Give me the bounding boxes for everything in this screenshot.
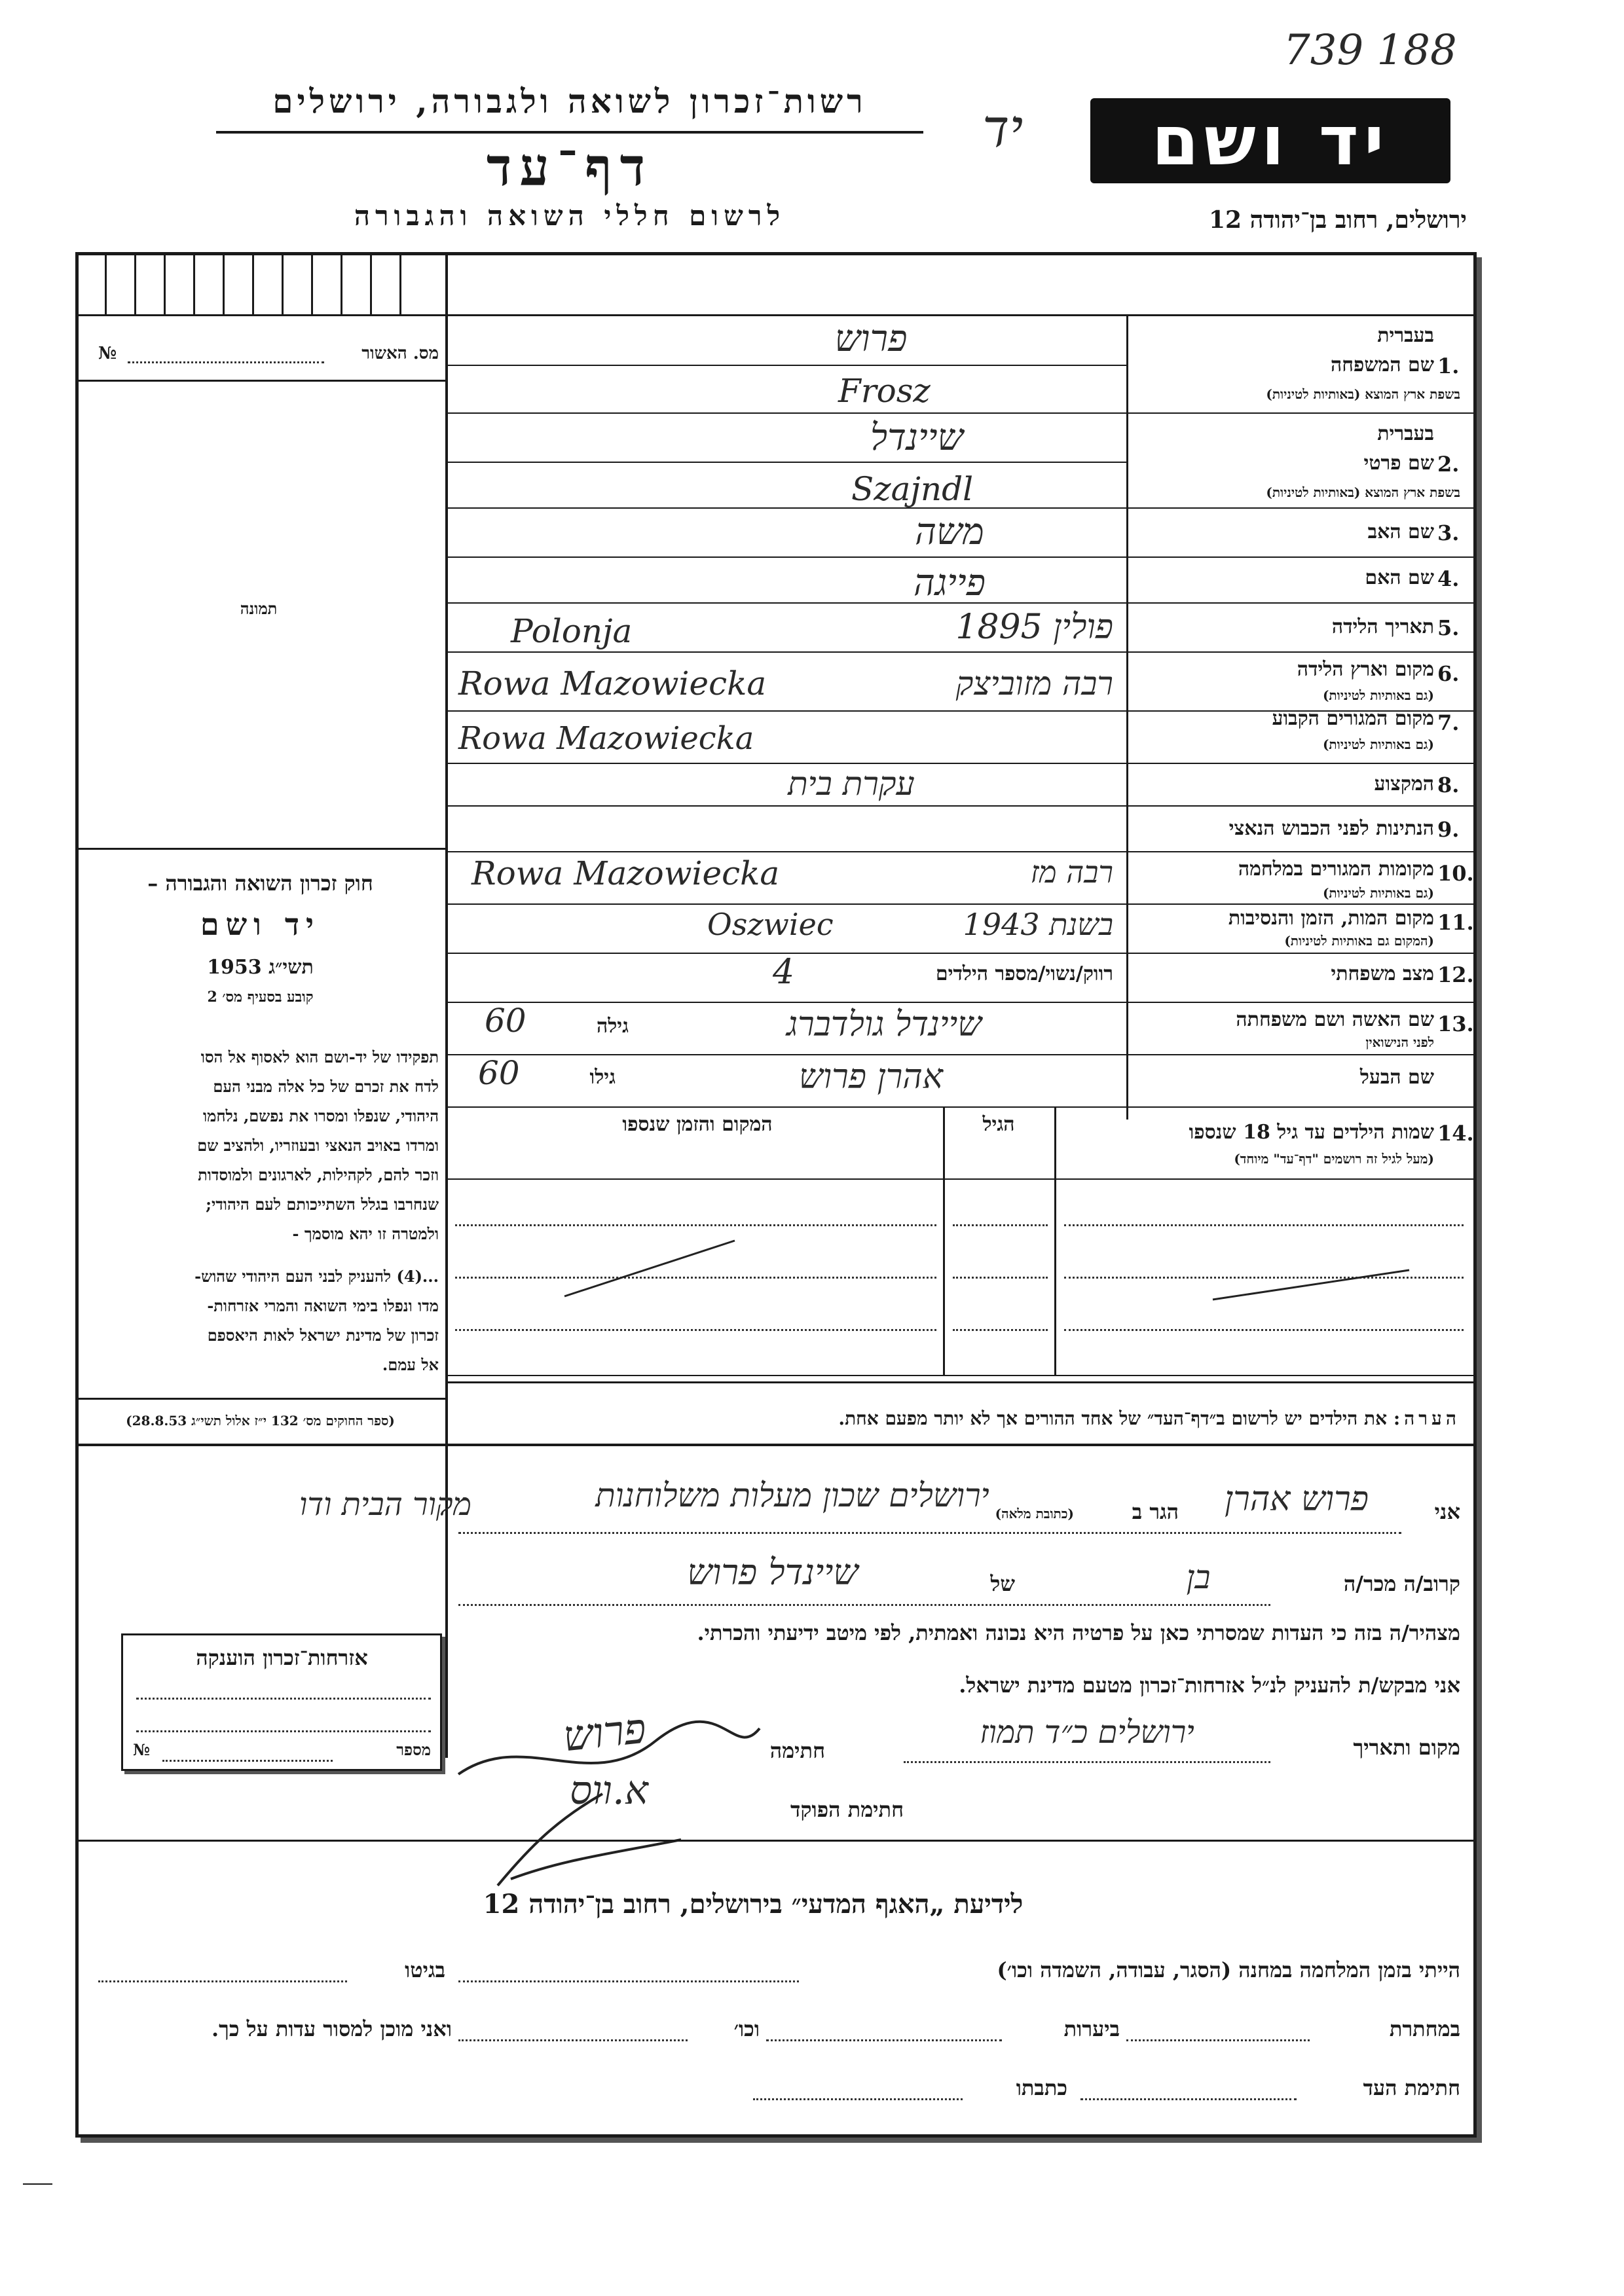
children-age-header: הגיל [982,1113,1015,1136]
resides-label: הגר ב [1132,1499,1179,1524]
footer-underground-label: במחתרת [1389,2016,1460,2041]
remark-text: את הילדים יש לרשום ב״דף־העד״ של אחד ההורים אך לא יותר מפעם אחת. [838,1408,1388,1429]
husband-age-label: גילו [589,1066,616,1089]
footer-forests-label: ביערות [1063,2016,1120,2041]
children-count-value[interactable]: 4 [773,953,795,992]
wartime-residence-label: מקומות המגורים במלחמה [1238,858,1434,881]
relation-label: קרוב/ה מכר/ה [1343,1571,1460,1596]
first-name-hebrew-value[interactable]: שיינדל [870,416,964,459]
residence-latin-value[interactable]: Rowa Mazowiecka [458,720,754,757]
of-label: של [990,1571,1015,1596]
birth-date-value[interactable]: פולין 1895 [955,608,1113,647]
wartime-residence-latin-hint: (גם באותיות לטיניות) [1322,885,1434,901]
law-line: מדו ונפלו בימי השואה והמרי אזרחות- [207,1296,439,1315]
law-line: לדח את זכרם של כל אלה מבני העם [213,1077,439,1096]
footer-witness-signature-label: חתימת העד [1363,2075,1460,2100]
strike-line [1213,1270,1409,1300]
relation-of-value[interactable]: שיינדל פרוש [687,1552,858,1593]
children-place-header: המקום והזמן שנספו [622,1113,773,1136]
law-year: תשי״ג 1953 [207,956,314,979]
birth-country-latin-value[interactable]: Polonja [511,612,633,650]
wife-name-hint: לפני הנישואין [1365,1034,1434,1050]
form-subtitle: לרשום חללי השואה והגבורה [354,200,786,232]
wartime-residence-latin-value[interactable]: Rowa Mazowiecka [471,854,780,892]
citizenship-no-sign: № [133,1740,151,1759]
birth-place-value[interactable]: רבה מזוביצק [955,665,1113,702]
row-number: 1. [1437,354,1460,378]
children-note: (מעל לגיל זה רושמים "דף־עד" מיוחד) [1234,1151,1434,1167]
death-place-latin-hint: (המקום גם באותיות לטיניות) [1284,933,1434,949]
law-title: חוק זכרון השואה והגבורה – [147,871,373,896]
row-number: 13. [1437,1011,1474,1036]
law-line: זכרון של מדינת ישראל לאות היאספם [207,1326,439,1345]
footer-title: לידיעת „האגף המדעי״ בירושלים, רחוב בן־יהודה 12 [483,1889,1024,1920]
death-place-value[interactable]: בשנת 1943 [963,907,1113,942]
place-date-value[interactable]: ירושלים כ״ד תמוז [980,1714,1194,1751]
law-line: שנחרבו בגלל השתייכותם לעם היהודי; [206,1195,439,1214]
wartime-residence-value[interactable]: רבה מז [1030,854,1113,890]
law-line: תפקידו של יד-ושם הוא לאסוף אל הסו [200,1048,439,1066]
in-hebrew-label: בעברית [1377,324,1434,347]
row-number: 7. [1437,710,1460,735]
place-date-label: מקום ותאריך [1353,1735,1460,1760]
mother-name-label: שם האם [1365,566,1434,589]
officer-signature-value[interactable]: א.ווס [570,1768,648,1813]
approval-no-sign: № [98,344,117,363]
footer-ready-text: ואני מוכן למסור עדות על כך. [211,2016,452,2041]
signature-label: חתימה [769,1738,825,1763]
address-hint: (כתובת מלאה) [995,1506,1074,1522]
stray-mark [23,2183,52,2185]
row-number: 6. [1437,661,1460,686]
declarant-name-value[interactable]: פרוש אהרן [1225,1480,1369,1519]
law-line: ...(4) להעניק לבני העם היהודי שהוש- [194,1267,439,1286]
signature-stroke [458,1722,760,1774]
row-number: 2. [1437,452,1460,477]
remark-label: הערה: [1393,1408,1460,1429]
remark [458,1408,1460,1430]
law-source: (ספר החוקים מס׳ 132 י״ז אלול תשי״ג 28.8.53) [126,1413,395,1429]
relation-value[interactable]: בן [1186,1558,1211,1596]
citizenship-title: אזרחות־זכרון הוענקה [196,1645,368,1670]
footer-address-label: כתבתו [1016,2075,1067,2100]
row-number: 5. [1437,615,1460,640]
margin-note: מקור הבית ודו [299,1486,471,1523]
citizenship-box [121,1633,442,1771]
wife-name-label: שם האשה ושם משפחתה [1236,1008,1434,1031]
family-name-label: שם המשפחה [1330,354,1434,376]
law-line: ולמטרה זו יהא מוסמך - [292,1224,439,1243]
photo-label: תמונה [240,599,278,618]
father-name-value[interactable]: משה [915,511,984,553]
marital-status-prefix: רווק/נשוי/מספר הילדים [935,962,1113,985]
row-number: 4. [1437,566,1460,591]
family-name-latin-value[interactable]: Frosz [838,372,931,410]
row-number: 11. [1437,910,1474,935]
first-name-label: שם פרטי [1363,452,1434,475]
row-number: 14. [1437,1121,1474,1146]
declarant-i-label: אני [1434,1499,1460,1524]
declarant-address-value[interactable]: ירושלים שכון מעלות משלוחנות [595,1476,989,1514]
citizenship-number-label: מספר [396,1740,431,1759]
wife-age-label: גילה [596,1015,629,1038]
row-number: 8. [1437,773,1460,797]
profession-label: המקצוע [1374,773,1434,795]
profession-value[interactable]: עקרת בית [788,765,915,803]
row-number: 3. [1437,520,1460,545]
authority-line: רשות־זכרון לשואה ולגבורה, ירושלים [272,82,867,120]
marital-status-label: מצב משפחתי [1331,962,1434,985]
row-number: 12. [1437,962,1474,987]
law-name: יד ושם [200,907,321,942]
law-line: ומרדו באויב הנאצי ובעוזריו, ולהציב שם [197,1136,439,1155]
law-line: היהודי, שנפלו ומסרו את נפשם, נלחמו [202,1106,439,1125]
row-number: 10. [1437,861,1474,886]
authority-underline [216,131,923,134]
birth-place-latin-value[interactable]: Rowa Mazowiecka [458,665,767,702]
row-number: 9. [1437,817,1460,842]
wife-name-value[interactable]: שיינדל גולדברג [786,1005,982,1044]
residence-label: מקום המגורים הקבוע [1272,707,1434,730]
residence-latin-hint: (גם באותיות לטיניות) [1322,737,1434,752]
husband-name-value[interactable]: אהרן פרוש [799,1057,943,1097]
death-place-latin-value[interactable]: Oszwiec [707,907,834,942]
address-line: ירושלים, רחוב בן־יהודה 12 [1208,206,1467,234]
husband-name-label: שם הבעל [1359,1066,1434,1089]
officer-label: חתימת הפוקד [790,1797,904,1822]
children-title: שמות הילדים עד גיל 18 שנספו [1189,1121,1434,1144]
birth-place-latin-hint: (גם באותיות לטיניות) [1322,687,1434,703]
approval-label: מס. האשור [361,344,439,363]
logo-annotation: יד [982,98,1024,159]
mother-name-value[interactable]: פייגה [913,562,986,604]
first-name-latin-value[interactable]: Szajndl [851,470,974,508]
footer-etc-label: וכו׳ [733,2016,760,2041]
birth-place-label: מקום וארץ הלידה [1297,658,1434,681]
yad-vashem-logo [1090,98,1450,183]
request: אני מבקש/ת להעניק לנ״ל אזרחות־זכרון מטעם מדינת ישראל. [959,1673,1460,1698]
logo-text: יד ושם [1151,101,1390,181]
statement: מצהיר/ה בזה כי העדות שמסרתי כאן על פרטיה היא נכונה ואמתית, לפי מיטב ידיעתי והכרתי. [697,1620,1460,1645]
birth-date-label: תאריך הלידה [1331,615,1434,638]
nationality-label: הנתינות לפני הכבוש הנאצי [1228,817,1434,840]
strike-line [564,1241,735,1296]
form-title: דף־עד [486,136,654,198]
strike-through-lines [447,1178,1477,1375]
father-name-label: שם האב [1367,520,1434,543]
family-name-latin-hint: בשפת ארץ המוצא (באותיות לטיניות) [1266,386,1460,402]
first-name-latin-hint: בשפת ארץ המוצא (באותיות לטיניות) [1266,484,1460,500]
footer-ghetto-label: בגיטו [405,1958,445,1982]
law-line: וזכר להם, לקהילות, לארגונים ולמוסדות [198,1165,439,1184]
wife-age-value[interactable]: 60 [485,1002,526,1040]
death-place-label: מקום המות, הזמן והנסיבות [1228,907,1434,930]
husband-age-value[interactable]: 60 [478,1054,520,1092]
law-line: אל עמם. [382,1355,439,1374]
in-hebrew-label: בעברית [1377,422,1434,445]
family-name-hebrew-value[interactable]: פרוש [834,318,908,360]
signature-value[interactable]: פרוש [561,1704,649,1762]
law-section: קובע בסעיף מס׳ 2 [207,989,314,1006]
footer-camp-label: הייתי בזמן המלחמה במחנה (הסגר, עבודה, השמדה וכו׳) [997,1958,1460,1982]
archive-number: 739 188 [1283,26,1457,75]
